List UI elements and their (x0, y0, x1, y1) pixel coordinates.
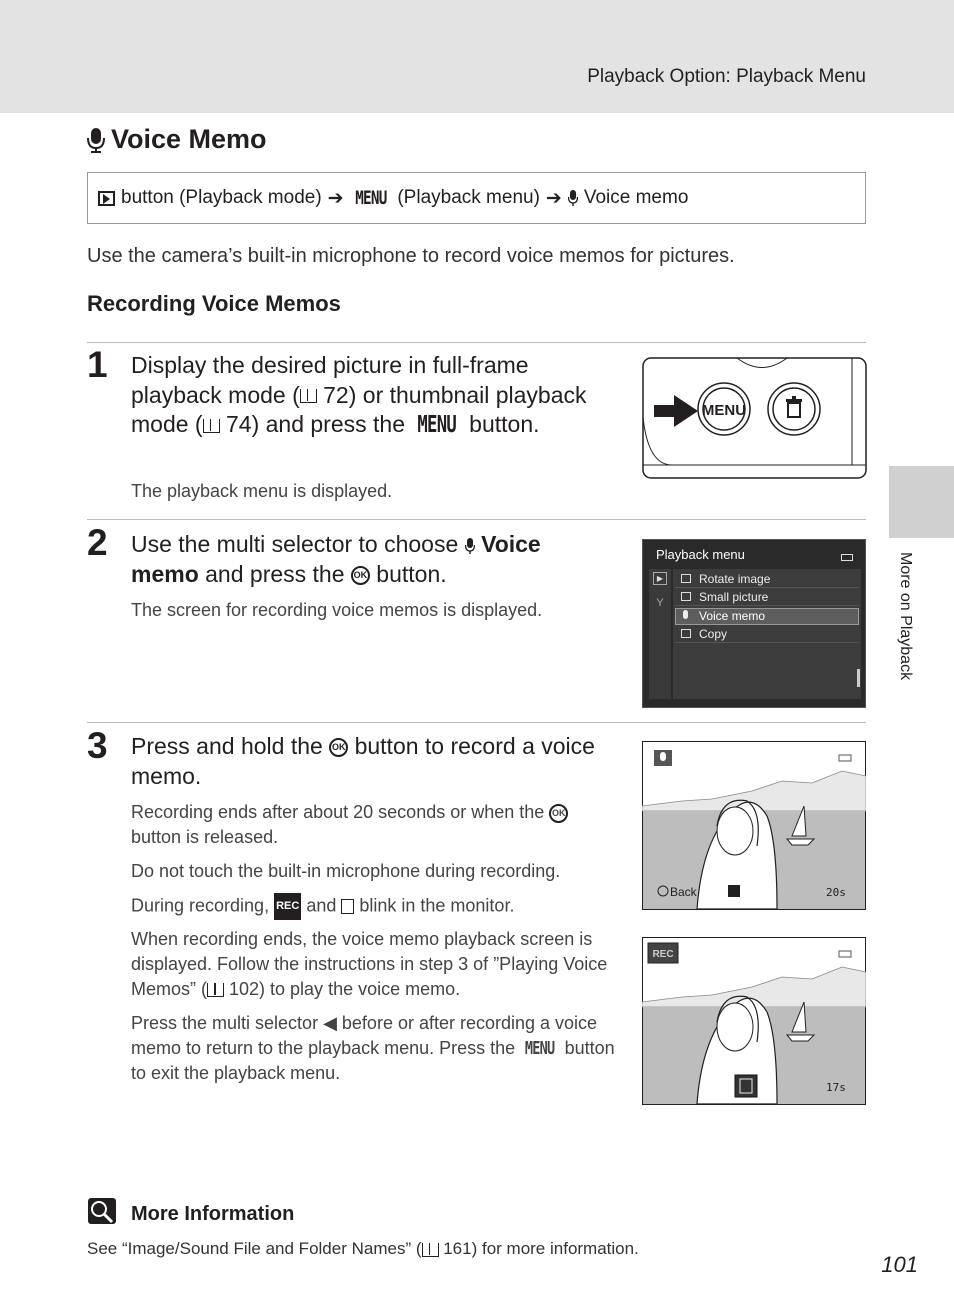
divider (87, 722, 866, 723)
step-text: button. (369, 560, 447, 587)
note-text: button to exit the playback menu. (131, 1038, 615, 1083)
header-title: Playback Option: Playback Menu (587, 66, 866, 87)
step-note (131, 800, 616, 850)
step-note (131, 927, 616, 1002)
more-information-icon (88, 1198, 116, 1224)
lcd-playback-menu (642, 539, 866, 708)
more-information-text (87, 1239, 639, 1259)
battery-icon (841, 554, 853, 561)
lcd-voice-memo-playback-screen (642, 937, 866, 1105)
divider (87, 342, 866, 343)
book-icon (422, 1243, 439, 1257)
microphone-icon (87, 127, 105, 153)
ok-button-icon: OK (329, 738, 348, 757)
step-note: The playback menu is displayed. (131, 481, 393, 501)
step-title (131, 351, 601, 441)
ok-button-icon: OK (351, 566, 370, 585)
step-title (131, 732, 601, 791)
book-icon (207, 983, 224, 997)
menu-button-label: MENU (701, 402, 747, 419)
microphone-icon (654, 750, 672, 766)
small-picture-icon (681, 592, 691, 601)
note-text: Recording ends after about 20 seconds or when the (131, 802, 550, 822)
microphone-icon (465, 538, 475, 554)
note-text: blink in the monitor. (354, 895, 515, 916)
note-text: and (301, 895, 342, 916)
page-header (0, 0, 954, 113)
info-text: See “Image/Sound File and Folder Names” ( (87, 1239, 422, 1258)
lcd-recording-screen (642, 741, 866, 910)
lcd-menu-item-selected: Voice memo (675, 608, 859, 625)
lcd-menu-item: Small picture (675, 589, 859, 606)
ok-button-icon: OK (549, 804, 568, 823)
divider (87, 519, 866, 520)
voice-memo-icon (735, 1075, 757, 1097)
nav-part2: (Playback menu) (397, 187, 540, 208)
more-information-title: More Information (131, 1203, 295, 1225)
lcd-tab-column (649, 569, 671, 699)
step-number: 2 (87, 522, 108, 563)
section-title (87, 124, 267, 155)
rec-icon: REC (274, 893, 301, 920)
note-text: During recording, (131, 895, 275, 916)
ok-icon (728, 885, 740, 897)
camera-buttons-illustration (642, 357, 867, 479)
arrow-icon: ➔ (545, 187, 562, 209)
copy-icon (681, 629, 691, 638)
book-icon (300, 389, 317, 403)
page-number: 101 (881, 1252, 918, 1277)
side-tab-label: More on Playback (897, 552, 914, 681)
step-note: The screen for recording voice memos is displayed. (131, 600, 543, 620)
back-label: Back (670, 885, 697, 899)
step-number: 3 (87, 725, 108, 766)
step-text: Display the desired picture in full-frame playback mode ( (131, 352, 529, 408)
intro-text: Use the camera’s built-in microphone to record voice memos for pictures. (87, 245, 735, 267)
rec-label: REC (652, 949, 674, 960)
step-bold: Voice memo (131, 531, 541, 587)
play-tab-icon: ▶ (653, 572, 667, 585)
note-text: Press the multi selector ◀ before or after recording a voice memo to return to the playback menu. Press the (131, 1013, 598, 1058)
lcd-menu-title: Playback menu (656, 547, 745, 562)
navigation-path (87, 172, 866, 224)
note-text: When recording ends, the voice memo playback screen is displayed. Follow the instructions in step 3 of ”Playing Voice Memos” ( (131, 929, 608, 999)
nav-part1: button (Playback mode) (121, 187, 322, 208)
note-text: 102) to play the voice memo. (224, 979, 461, 999)
voice-memo-icon (341, 899, 354, 914)
step-text: button. (462, 411, 540, 437)
book-icon (203, 419, 220, 433)
nav-part3: Voice memo (583, 187, 689, 208)
lcd-menu-item: Rotate image (675, 571, 859, 588)
microphone-icon (683, 610, 688, 619)
menu-button-icon: MENU (354, 187, 387, 209)
scrollbar (857, 669, 860, 687)
step-text: 74) and press the (219, 411, 412, 437)
step-text: Use the multi selector to choose (131, 531, 465, 557)
step-note (131, 1011, 616, 1086)
rotate-icon (681, 574, 691, 583)
step-text: button to record a voice memo. (131, 733, 595, 789)
step-text: 72) or thumbnail playback mode ( (131, 381, 587, 437)
lcd-menu-list (673, 569, 861, 699)
step-number: 1 (87, 344, 108, 385)
lcd-menu-item: Copy (675, 626, 859, 643)
step-note (131, 893, 616, 920)
menu-button-icon: MENU (525, 1038, 555, 1059)
side-tab (889, 466, 954, 538)
menu-button-icon: MENU (417, 412, 457, 438)
step-text: Press and hold the (131, 733, 330, 759)
info-text: 161) for more information. (438, 1239, 639, 1258)
arrow-icon: ➔ (327, 187, 344, 209)
setup-tab-icon: Y (656, 597, 664, 609)
microphone-icon (568, 190, 578, 206)
playback-button-icon (98, 191, 115, 206)
step-text: and press the (198, 560, 351, 587)
subheading: Recording Voice Memos (87, 291, 341, 316)
playback-time: 17s (826, 1081, 846, 1094)
step-title (131, 530, 601, 589)
recording-time: 20s (826, 886, 846, 899)
section-title-text: Voice Memo (111, 124, 267, 154)
note-text: button is released. (131, 827, 279, 847)
step-note: Do not touch the built-in microphone during recording. (131, 861, 561, 881)
